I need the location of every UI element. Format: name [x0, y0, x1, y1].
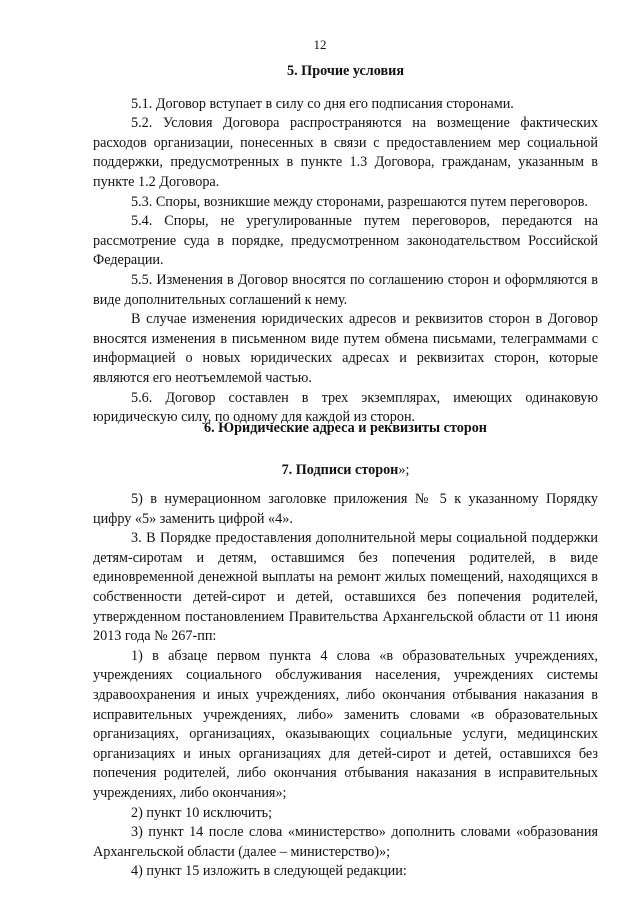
section-7-heading-line [93, 462, 598, 479]
amendment-item: 1) в абзаце первом пункта 4 слова «в образовательных учреждениях, учреждениях социального обслуживания населения, учреждениях системы здравоохранения и иных учреждениях, либо окончания отбывания наказания в исправительных учреждениях, либо» заменить словами «в образовательных организациях, организациях, оказывающих социальные услуги, медицинских организациях и иных организациях для детей-сирот и детей, оставшихся без попечения родителей, либо окончания отбывания наказания в исправительных учреждениях, либо окончания»; [93, 647, 598, 801]
clause-5-5-continued: В случае изменения юридических адресов и реквизитов сторон в Договор вносятся изменения в письменном виде путем обмена письмами, телеграммами с информацией о новых юридических адресах и реквизитах сторон, которые являются его неотъемлемой частью. [93, 311, 598, 386]
amendment-item: 5) в нумерационном заголовке приложения № 5 к указанному Порядку цифру «5» заменить цифрой «4». [93, 491, 598, 527]
amendments [93, 490, 598, 882]
section-5-heading: 5. Прочие условия [286, 63, 405, 79]
amendment-item: 3. В Порядке предоставления дополнительной меры социальной поддержки детям-сиротам и детям, оставшимся без попечения родителей, в виде единовременной денежной выплаты на ремонт жилых помещений, находящихся в собственности детей-сирот и детей, оставшихся без попечения родителей, утвержденном постановлением Правительства Архангельской области от 11 июня 2013 года № 267-пп: [93, 530, 598, 645]
amendment-item: 3) пункт 14 после слова «министерство» дополнить словами «образования Архангельской области (далее – министерство)»; [93, 824, 598, 860]
section-7-heading: 7. Подписи сторон [281, 462, 399, 478]
section-7-suffix: »; [398, 462, 410, 478]
clause-5-4: 5.4. Споры, не урегулированные путем переговоров, передаются на рассмотрение суда в порядке, предусмотренном законодательством Российской Федерации. [93, 213, 598, 269]
amendment-item: 4) пункт 15 изложить в следующей редакции: [131, 863, 407, 880]
page-number: 12 [313, 37, 327, 52]
section-5 [93, 62, 598, 428]
clause-5-5: 5.5. Изменения в Договор вносятся по соглашению сторон и оформляются в виде дополнительных соглашений к нему. [93, 271, 598, 308]
amendment-item: 2) пункт 10 исключить; [131, 804, 273, 821]
section-6-heading: 6. Юридические адреса и реквизиты сторон [203, 420, 487, 436]
clause-5-3: 5.3. Споры, возникшие между сторонами, разрешаются путем переговоров. [131, 193, 588, 210]
clause-5-1: 5.1. Договор вступает в силу со дня его подписания сторонами. [131, 95, 514, 112]
clause-5-6: 5.6. Договор составлен в трех экземплярах, имеющих одинаковую юридическую силу, по одному для каждой из сторон. [93, 389, 598, 426]
clause-5-2: 5.2. Условия Договора распространяются на возмещение фактических расходов организации, понесенных в связи с предоставлением мер социальной поддержки, предусмотренных в пункте 1.3 Договора, гражданам, указанным в пункте 1.2 Договора. [93, 115, 598, 190]
